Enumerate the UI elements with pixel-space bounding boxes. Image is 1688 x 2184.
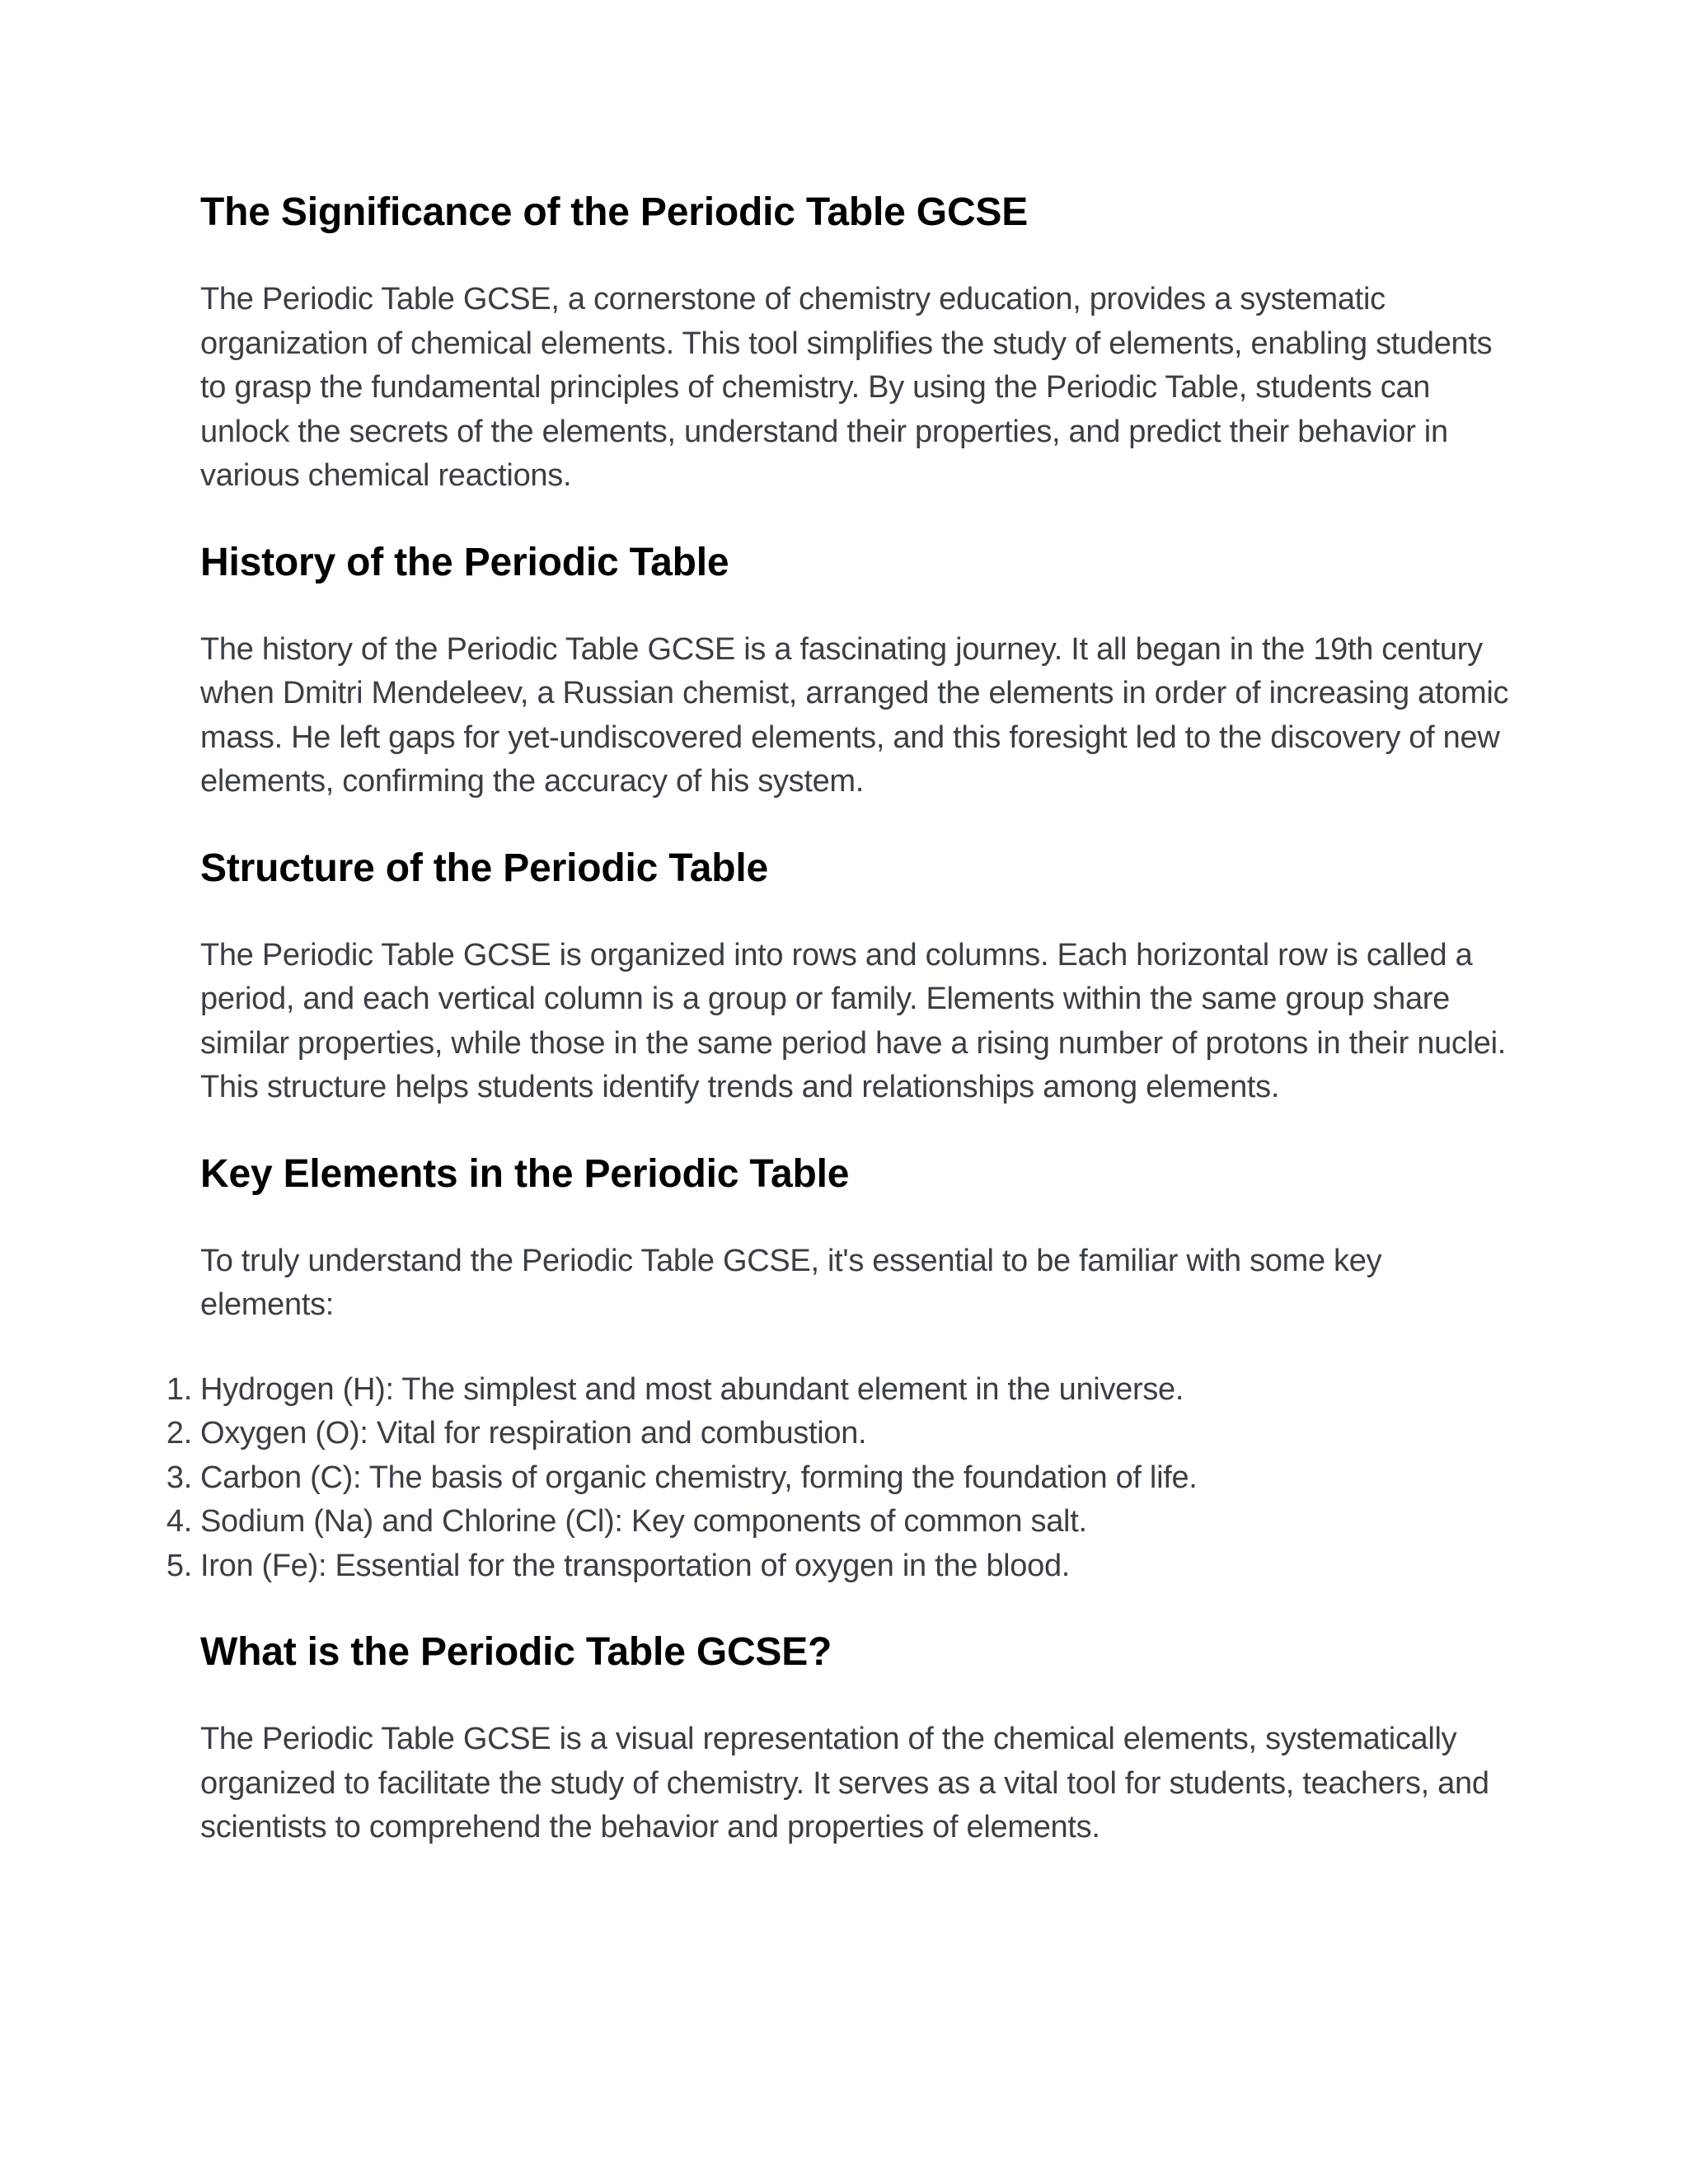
document-page — [166, 188, 1519, 1850]
key-elements-list — [166, 1368, 1519, 1589]
list-item-text: Oxygen (O): Vital for respiration and combustion. — [200, 1416, 867, 1451]
section-heading: What is the Periodic Table GCSE? — [200, 1630, 832, 1674]
list-item-number: 1. — [166, 1371, 192, 1407]
section-key-elements — [166, 1150, 1519, 1589]
list-item — [166, 1412, 1519, 1456]
section-heading: The Significance of the Periodic Table GCSE — [200, 190, 1029, 234]
list-item — [166, 1500, 1519, 1544]
list-item — [166, 1368, 1519, 1413]
list-item-number: 2. — [166, 1416, 192, 1451]
section-what-is — [200, 1628, 1519, 1850]
section-history — [200, 538, 1519, 804]
section-paragraph: The Periodic Table GCSE is a visual representation of the chemical elements, systematically organized to facilitate the study of chemistry. It serves as a vital tool for students, teachers, and scientists to comprehend the behavior and properties of elements. — [200, 1722, 1489, 1844]
section-heading: History of the Periodic Table — [200, 540, 729, 584]
list-item-number: 4. — [166, 1504, 192, 1539]
section-heading: Structure of the Periodic Table — [200, 846, 769, 890]
list-item-text: Iron (Fe): Essential for the transportation of oxygen in the blood. — [200, 1548, 1071, 1583]
list-item-text: Hydrogen (H): The simplest and most abundant element in the universe. — [200, 1371, 1184, 1407]
section-paragraph: The history of the Periodic Table GCSE is a fascinating journey. It all began in the 19th century when Dmitri Mendeleev, a Russian chemist, arranged the elements in order of increasing atomic mass. He left gaps for yet-undiscovered elements, and this foresight led to the discovery of new elements, confirming the accuracy of his system. — [200, 631, 1509, 799]
list-item-number: 5. — [166, 1548, 192, 1583]
list-item-number: 3. — [166, 1460, 192, 1495]
list-item — [166, 1544, 1519, 1589]
list-item — [166, 1456, 1519, 1501]
section-paragraph: The Periodic Table GCSE, a cornerstone of chemistry education, provides a systematic organization of chemical elements. This tool simplifies the study of elements, enabling students to grasp the fundamental principles of chemistry. By using the Periodic Table, students can unlock the secrets of the elements, understand their properties, and predict their behavior in various chemical reactions. — [200, 282, 1493, 493]
section-heading: Key Elements in the Periodic Table — [200, 1151, 850, 1196]
list-item-text: Sodium (Na) and Chlorine (Cl): Key components of common salt. — [200, 1504, 1087, 1539]
section-structure — [200, 844, 1519, 1110]
list-item-text: Carbon (C): The basis of organic chemistry, forming the foundation of life. — [200, 1460, 1198, 1495]
section-significance — [200, 188, 1519, 499]
section-paragraph: To truly understand the Periodic Table GCSE, it's essential to be familiar with some key elements: — [200, 1243, 1382, 1322]
section-paragraph: The Periodic Table GCSE is organized into rows and columns. Each horizontal row is called a period, and each vertical column is a group or family. Elements within the same group share similar properties, while those in the same period have a rising number of protons in their nuclei. This structure helps students identify trends and relationships among elements. — [200, 937, 1507, 1104]
